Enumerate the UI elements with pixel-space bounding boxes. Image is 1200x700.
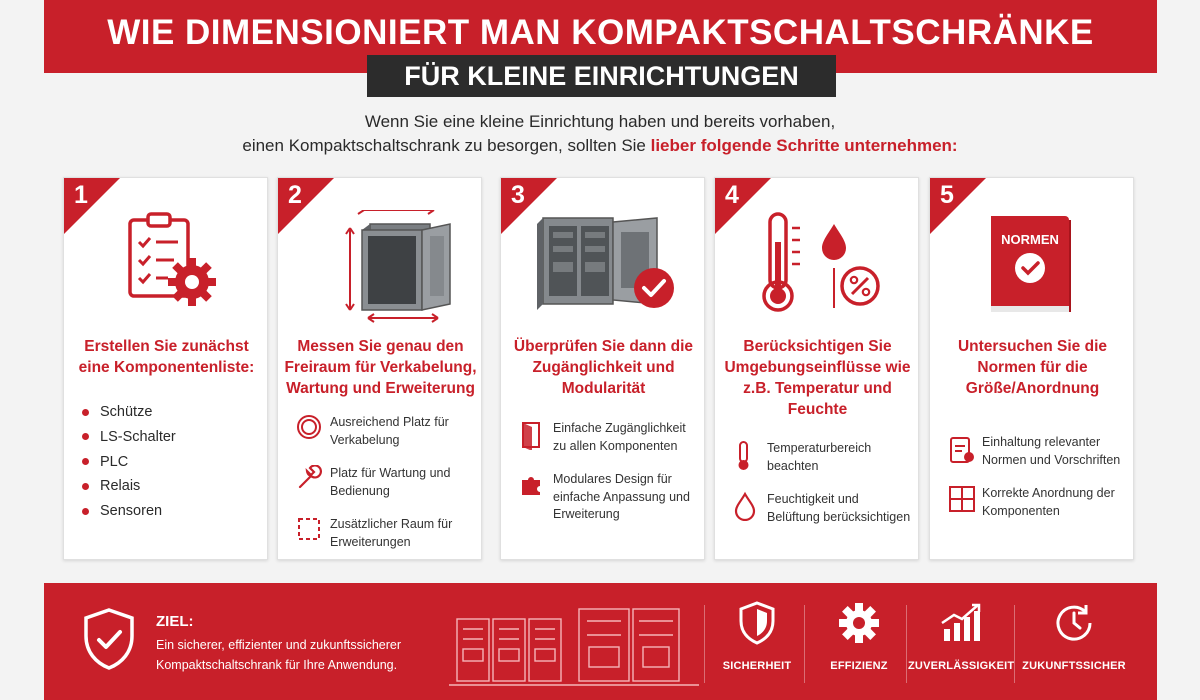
list-item: Sensoren [82, 503, 176, 519]
step-card-2 [277, 177, 482, 560]
list-item: Zusätzlicher Raum für Erweiterungen [296, 516, 476, 551]
list-item: Einhaltung relevanter Normen und Vorschriften [948, 434, 1128, 469]
list-item: Schütze [82, 404, 176, 420]
list-item: Ausreichend Platz für Verkabelung [296, 414, 476, 449]
droplet-icon [733, 491, 767, 521]
shield-check-icon [80, 607, 138, 676]
list-item: Korrekte Anordnung der Komponenten [948, 485, 1128, 520]
list-item: Einfache Zugänglichkeit zu allen Komponenten [519, 420, 699, 455]
component-list [82, 404, 176, 528]
subtitle-banner [367, 55, 836, 97]
goal-label: ZIEL: [156, 613, 194, 630]
divider [1014, 605, 1015, 683]
intro-line-2-plain: einen Kompaktschaltschrank zu besorgen, sollten Sie [242, 136, 651, 155]
intro-text [0, 110, 1200, 158]
clipboard-icon [948, 434, 982, 464]
list-item: Modulares Design für einfache Anpassung und Erweiterung [519, 471, 699, 524]
list-item: Relais [82, 478, 176, 494]
cabinet-check-icon [501, 210, 706, 310]
page-subtitle: FÜR KLEINE EINRICHTUNGEN [404, 60, 799, 91]
list-item: LS-Schalter [82, 429, 176, 445]
chart-icon [938, 601, 982, 645]
feature-reliability: ZUVERLÄSSIGKEIT [908, 601, 1012, 672]
book-label: NORMEN [1000, 232, 1059, 247]
step-title: Messen Sie genau den Freiraum für Verkabelung, Wartung und Erweiterung [284, 338, 477, 397]
step-title: Überprüfen Sie dann die Zugänglichkeit und Modularität [513, 338, 694, 397]
list-item: Platz für Wartung und Bedienung [296, 465, 476, 500]
intro-line-1: Wenn Sie eine kleine Einrichtung haben und bereits vorhaben, [364, 112, 836, 131]
step-card-1 [63, 177, 268, 560]
cabinet-outline-icon [449, 595, 699, 696]
step-items [296, 414, 476, 567]
step-title: Untersuchen Sie die Normen für die Größe/Anordnung [957, 338, 1107, 397]
step-number: 3 [511, 181, 525, 209]
puzzle-icon [519, 471, 553, 497]
goal-text: Ein sicherer, effizienter und zukunftssicherer Kompaktschaltschrank für Ihre Anwendung. [156, 638, 402, 672]
open-door-icon [519, 420, 553, 450]
step-title: Erstellen Sie zunächst eine Komponentenliste: [78, 338, 255, 376]
gear-icon [837, 601, 881, 645]
thermometer-icon [733, 440, 767, 472]
shield-icon [737, 601, 777, 645]
step-card-4 [714, 177, 919, 560]
step-title: Berücksichtigen Sie Umgebungseinflüsse wie z.B. Temperatur und Feuchte [724, 338, 911, 418]
step-items [948, 434, 1128, 536]
clipboard-gear-icon [64, 210, 269, 310]
step-items [519, 420, 699, 540]
intro-line-2-highlight: lieber folgende Schritte unternehmen: [650, 136, 958, 155]
step-number: 1 [74, 181, 88, 209]
feature-efficiency: EFFIZIENZ [807, 601, 911, 672]
list-item: PLC [82, 454, 176, 470]
grid-layout-icon [948, 485, 982, 513]
list-item: Feuchtigkeit und Belüftung berücksichtigen [733, 491, 913, 526]
wrench-icon [296, 465, 330, 491]
dashed-square-icon [296, 516, 330, 542]
cable-coil-icon [296, 414, 330, 440]
step-number: 5 [940, 181, 954, 209]
step-number: 4 [725, 181, 739, 209]
thermometer-humidity-icon [715, 210, 920, 310]
step-number: 2 [288, 181, 302, 209]
list-item: Temperaturbereich beachten [733, 440, 913, 475]
feature-future-proof: ZUKUNFTSSICHER [1019, 601, 1129, 672]
goal-footer [44, 583, 1157, 700]
intro-line-2 [0, 134, 1200, 158]
step-card-3 [500, 177, 705, 560]
feature-safety: SICHERHEIT [705, 601, 809, 672]
step-items [733, 440, 913, 542]
norms-book-icon [930, 210, 1135, 310]
step-card-5 [929, 177, 1134, 560]
cabinet-dimensions-icon [278, 210, 483, 310]
page-title: WIE DIMENSIONIERT MAN KOMPAKTSCHALTSCHRÄNKE [107, 13, 1094, 52]
clock-icon [1052, 601, 1096, 645]
